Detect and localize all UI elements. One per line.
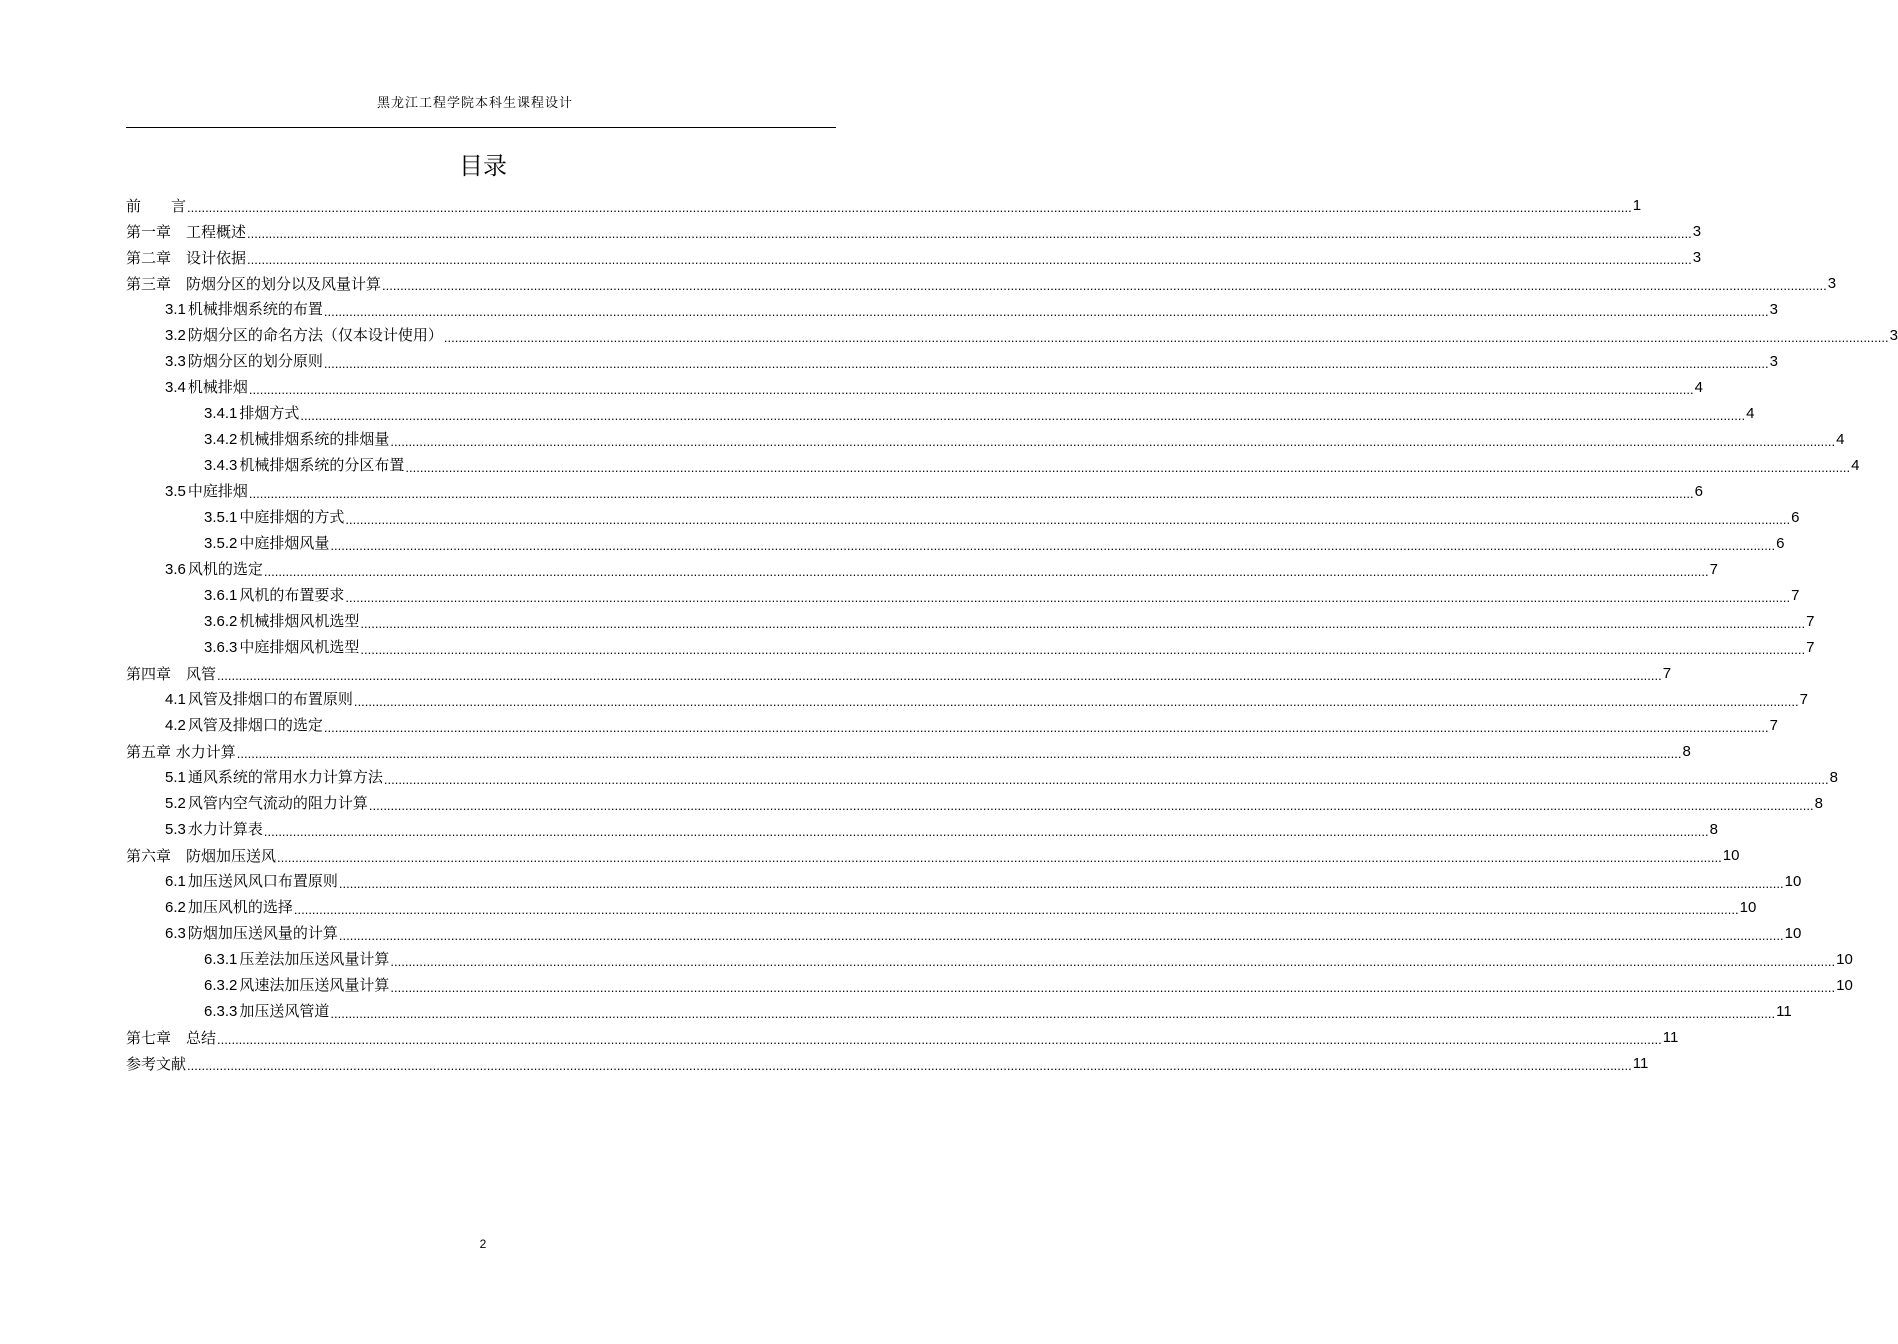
toc-title: 目录 (459, 152, 507, 180)
toc-entry-page: 8 (1814, 795, 1823, 812)
toc-entry-label: 风管及排烟口的布置原则 (187, 690, 353, 708)
toc-entry-page: 7 (1806, 613, 1815, 630)
toc-entry-label: 中庭排烟风机选型 (239, 638, 360, 656)
toc-entry[interactable] (126, 973, 1853, 999)
toc-dot-leader: ................................................................................................................................................................................................................................................................................................................................................................................................................ (330, 1006, 1776, 1021)
toc-entry-title (126, 1025, 216, 1051)
toc-dot-leader: ................................................................................................................................................................................................................................................................................................................................................................................................................ (382, 278, 1827, 293)
toc-entry-label: 中庭排烟的方式 (239, 508, 345, 526)
toc-entry-title (204, 998, 329, 1025)
toc-entry-page: 6 (1791, 509, 1800, 526)
toc-entry-title (204, 530, 329, 557)
toc-entry[interactable] (126, 375, 1703, 401)
toc-dot-leader: ................................................................................................................................................................................................................................................................................................................................................................................................................ (247, 252, 1692, 267)
page-header-title: 黑龙江工程学院本科生课程设计 (376, 96, 573, 111)
toc-entry-page: 6 (1776, 535, 1785, 552)
toc-entry[interactable] (126, 999, 1792, 1025)
toc-entry-label: 机械排烟风机选型 (239, 612, 360, 630)
toc-dot-leader: ................................................................................................................................................................................................................................................................................................................................................................................................................ (263, 564, 1709, 579)
toc-entry-label: 防烟分区的命名方法（仅本设计使用） (187, 326, 443, 344)
toc-entry-label: 风机的选定 (187, 560, 263, 578)
toc-dot-leader: ................................................................................................................................................................................................................................................................................................................................................................................................................ (323, 304, 1769, 319)
toc-entry-page: 3 (1692, 249, 1702, 266)
toc-entry-number: 5.3 (165, 821, 186, 838)
toc-dot-leader: ................................................................................................................................................................................................................................................................................................................................................................................................................ (217, 668, 1662, 683)
toc-dot-leader: ................................................................................................................................................................................................................................................................................................................................................................................................................ (323, 356, 1769, 371)
toc-entry-page: 10 (1722, 847, 1740, 864)
toc-entry-title (126, 245, 246, 271)
toc-entry-title (126, 739, 236, 765)
toc-entry[interactable] (126, 479, 1703, 505)
toc-entry-label: 前 言 (126, 197, 187, 215)
toc-entry-label: 排烟方式 (239, 404, 300, 422)
toc-entry[interactable] (126, 557, 1718, 583)
toc-entry-number: 3.4.1 (204, 405, 238, 422)
toc-entry-title (165, 556, 263, 583)
toc-entry-number: 3.6.3 (204, 639, 238, 656)
toc-entry-label: 压差法加压送风量计算 (239, 950, 390, 968)
toc-dot-leader: ................................................................................................................................................................................................................................................................................................................................................................................................................ (300, 408, 1746, 423)
toc-dot-leader: ................................................................................................................................................................................................................................................................................................................................................................................................................ (360, 616, 1806, 631)
toc-entry-title (165, 790, 368, 817)
toc-entry-title (165, 374, 248, 401)
toc-entry[interactable] (126, 843, 1740, 869)
toc-entry-page: 3 (1692, 223, 1702, 240)
toc-entry-page: 10 (1836, 951, 1853, 968)
toc-entry-title (204, 972, 389, 999)
toc-entry-page: 7 (1769, 717, 1778, 734)
toc-dot-leader: ................................................................................................................................................................................................................................................................................................................................................................................................................ (338, 928, 1784, 943)
toc-entry-page: 10 (1784, 925, 1802, 942)
toc-entry-label: 第六章 防烟加压送风 (126, 847, 277, 865)
toc-dot-leader: ................................................................................................................................................................................................................................................................................................................................................................................................................ (248, 486, 1694, 501)
toc-entry-label: 机械排烟系统的分区布置 (239, 456, 405, 474)
toc-entry[interactable] (126, 583, 1800, 609)
toc-entry-label: 机械排烟系统的排烟量 (239, 430, 390, 448)
toc-dot-leader: ................................................................................................................................................................................................................................................................................................................................................................................................................ (277, 850, 1722, 865)
toc-dot-leader: ................................................................................................................................................................................................................................................................................................................................................................................................................ (236, 746, 1682, 761)
toc-entry-label: 防烟加压送风量的计算 (187, 924, 338, 942)
toc-entry-title (165, 348, 323, 375)
toc-dot-leader: ................................................................................................................................................................................................................................................................................................................................................................................................................ (338, 876, 1784, 891)
toc-dot-leader: ................................................................................................................................................................................................................................................................................................................................................................................................................ (187, 200, 1632, 215)
toc-entry-label: 风管内空气流动的阻力计算 (187, 794, 368, 812)
toc-entry-title (126, 843, 276, 869)
toc-entry-title (204, 452, 404, 479)
toc-entry-label: 加压风机的选择 (187, 898, 293, 916)
toc-entry-title (126, 271, 381, 297)
toc-entry-page: 10 (1739, 899, 1757, 916)
toc-dot-leader: ................................................................................................................................................................................................................................................................................................................................................................................................................ (368, 798, 1814, 813)
toc-dot-leader: ................................................................................................................................................................................................................................................................................................................................................................................................................ (390, 954, 1836, 969)
toc-entry-label: 通风系统的常用水力计算方法 (187, 768, 383, 786)
toc-entry-number: 6.2 (165, 899, 186, 916)
toc-entry-title (126, 1051, 186, 1077)
toc-entry-page: 8 (1709, 821, 1718, 838)
toc-entry-page: 3 (1827, 275, 1837, 292)
toc-entry-number: 6.3.2 (204, 977, 238, 994)
toc-entry[interactable] (126, 765, 1838, 791)
toc-entry[interactable] (126, 635, 1815, 661)
toc-entry-label: 机械排烟 (187, 378, 248, 396)
toc-entry-label: 水力计算表 (187, 820, 263, 838)
toc-entry-page: 11 (1632, 1055, 1649, 1072)
toc-entry-page: 3 (1889, 327, 1898, 344)
toc-entry-label: 第七章 总结 (126, 1029, 217, 1047)
toc-entry-title (204, 400, 299, 427)
toc-entry[interactable] (126, 895, 1757, 921)
toc-entry-title (165, 920, 338, 947)
toc-entry[interactable] (126, 869, 1802, 895)
toc-entry[interactable] (126, 739, 1691, 765)
toc-entry-label: 机械排烟系统的布置 (187, 300, 323, 318)
toc-dot-leader: ................................................................................................................................................................................................................................................................................................................................................................................................................ (443, 330, 1889, 345)
toc-entry-label: 风速法加压送风量计算 (239, 976, 390, 994)
toc-entry-label: 第二章 设计依据 (126, 249, 247, 267)
toc-dot-leader: ................................................................................................................................................................................................................................................................................................................................................................................................................ (353, 694, 1799, 709)
table-of-contents (126, 193, 1898, 1077)
toc-entry-title (165, 712, 323, 739)
toc-entry-title (165, 296, 323, 323)
toc-entry-title (165, 686, 353, 713)
toc-entry-number: 3.6.1 (204, 587, 238, 604)
toc-entry[interactable] (126, 401, 1755, 427)
toc-entry-number: 3.5 (165, 483, 186, 500)
toc-dot-leader: ................................................................................................................................................................................................................................................................................................................................................................................................................ (323, 720, 1769, 735)
toc-entry-label: 第四章 风管 (126, 665, 217, 683)
toc-entry-page: 4 (1746, 405, 1755, 422)
toc-entry-page: 8 (1829, 769, 1838, 786)
toc-dot-leader: ................................................................................................................................................................................................................................................................................................................................................................................................................ (187, 1058, 1632, 1073)
toc-entry[interactable] (126, 245, 1702, 271)
toc-entry-page: 6 (1694, 483, 1703, 500)
toc-entry[interactable] (126, 817, 1718, 843)
toc-entry[interactable] (126, 1051, 1649, 1077)
toc-entry-title (204, 634, 359, 661)
toc-entry-number: 3.6 (165, 561, 186, 578)
toc-dot-leader: ................................................................................................................................................................................................................................................................................................................................................................................................................ (247, 226, 1692, 241)
toc-entry-label: 风管及排烟口的选定 (187, 716, 323, 734)
toc-entry-title (126, 661, 216, 687)
toc-entry-label: 第三章 防烟分区的划分以及风量计算 (126, 275, 382, 293)
toc-entry-page: 10 (1784, 873, 1802, 890)
toc-entry[interactable] (126, 219, 1702, 245)
toc-entry[interactable] (126, 1025, 1679, 1051)
toc-entry-page: 7 (1799, 691, 1808, 708)
toc-entry-number: 4.1 (165, 691, 186, 708)
toc-entry-number: 3.6.2 (204, 613, 238, 630)
toc-dot-leader: ................................................................................................................................................................................................................................................................................................................................................................................................................ (390, 980, 1836, 995)
toc-entry-number: 6.3 (165, 925, 186, 942)
toc-entry-number: 3.4.2 (204, 431, 238, 448)
toc-entry[interactable] (126, 271, 1837, 297)
toc-entry-number: 4.2 (165, 717, 186, 734)
toc-dot-leader: ................................................................................................................................................................................................................................................................................................................................................................................................................ (360, 642, 1806, 657)
toc-entry[interactable] (126, 193, 1642, 219)
toc-entry-title (165, 816, 263, 843)
toc-entry-number: 3.5.1 (204, 509, 238, 526)
toc-entry-number: 3.5.2 (204, 535, 238, 552)
toc-entry-label: 第一章 工程概述 (126, 223, 247, 241)
toc-entry-title (204, 946, 389, 973)
toc-dot-leader: ................................................................................................................................................................................................................................................................................................................................................................................................................ (390, 434, 1836, 449)
toc-entry-label: 中庭排烟风量 (239, 534, 330, 552)
toc-entry[interactable] (126, 453, 1860, 479)
toc-entry-title (204, 426, 389, 453)
toc-entry[interactable] (126, 713, 1778, 739)
toc-entry-page: 4 (1851, 457, 1860, 474)
toc-entry-label: 中庭排烟 (187, 482, 248, 500)
toc-entry-page: 11 (1776, 1003, 1792, 1020)
toc-entry[interactable] (126, 505, 1800, 531)
toc-entry-number: 3.4.3 (204, 457, 238, 474)
toc-entry-title (204, 504, 344, 531)
toc-entry[interactable] (126, 687, 1808, 713)
toc-entry[interactable] (126, 427, 1845, 453)
toc-entry-page: 4 (1694, 379, 1703, 396)
toc-entry-title (165, 322, 443, 349)
toc-entry-title (204, 582, 344, 609)
toc-entry-number: 6.3.1 (204, 951, 238, 968)
toc-entry-number: 5.1 (165, 769, 186, 786)
toc-entry-label: 加压送风风口布置原则 (187, 872, 338, 890)
toc-entry-page: 4 (1836, 431, 1845, 448)
toc-entry-page: 10 (1836, 977, 1853, 994)
toc-entry-number: 3.4 (165, 379, 186, 396)
toc-entry[interactable] (126, 323, 1898, 349)
toc-dot-leader: ................................................................................................................................................................................................................................................................................................................................................................................................................ (263, 824, 1709, 839)
toc-entry[interactable] (126, 947, 1853, 973)
toc-dot-leader: ................................................................................................................................................................................................................................................................................................................................................................................................................ (345, 590, 1791, 605)
toc-entry-page: 8 (1682, 743, 1691, 760)
toc-entry-number: 6.3.3 (204, 1003, 238, 1020)
toc-entry[interactable] (126, 609, 1815, 635)
toc-entry[interactable] (126, 349, 1778, 375)
toc-entry-label: 加压送风管道 (239, 1002, 330, 1020)
toc-entry-label: 第五章 水力计算 (126, 743, 236, 761)
toc-entry[interactable] (126, 791, 1823, 817)
toc-dot-leader: ................................................................................................................................................................................................................................................................................................................................................................................................................ (217, 1032, 1662, 1047)
toc-entry-page: 3 (1769, 353, 1778, 370)
toc-entry-number: 6.1 (165, 873, 186, 890)
toc-entry-title (126, 219, 246, 245)
toc-entry-number: 3.3 (165, 353, 186, 370)
page-number: 2 (479, 1237, 487, 1251)
toc-entry-page: 3 (1769, 301, 1778, 318)
toc-entry[interactable] (126, 661, 1672, 687)
toc-entry-page: 7 (1806, 639, 1815, 656)
toc-dot-leader: ................................................................................................................................................................................................................................................................................................................................................................................................................ (248, 382, 1694, 397)
toc-dot-leader: ................................................................................................................................................................................................................................................................................................................................................................................................................ (405, 460, 1851, 475)
toc-dot-leader: ................................................................................................................................................................................................................................................................................................................................................................................................................ (345, 512, 1791, 527)
toc-entry-title (126, 193, 186, 219)
toc-entry-title (165, 478, 248, 505)
toc-entry-page: 7 (1791, 587, 1800, 604)
toc-entry[interactable] (126, 531, 1785, 557)
toc-entry-label: 防烟分区的划分原则 (187, 352, 323, 370)
header-divider (126, 127, 836, 128)
toc-entry-page: 11 (1662, 1029, 1679, 1046)
toc-dot-leader: ................................................................................................................................................................................................................................................................................................................................................................................................................ (293, 902, 1739, 917)
toc-entry[interactable] (126, 297, 1778, 323)
toc-entry-title (165, 894, 293, 921)
toc-entry-page: 7 (1709, 561, 1718, 578)
toc-entry-title (165, 868, 338, 895)
toc-entry-page: 1 (1632, 197, 1642, 214)
toc-entry-page: 7 (1662, 665, 1672, 682)
toc-entry-number: 3.2 (165, 327, 186, 344)
toc-entry-title (165, 764, 383, 791)
toc-entry-number: 5.2 (165, 795, 186, 812)
toc-entry-label: 风机的布置要求 (239, 586, 345, 604)
toc-entry-title (204, 608, 359, 635)
toc-dot-leader: ................................................................................................................................................................................................................................................................................................................................................................................................................ (330, 538, 1776, 553)
toc-entry[interactable] (126, 921, 1802, 947)
toc-entry-number: 3.1 (165, 301, 186, 318)
toc-entry-label: 参考文献 (126, 1055, 187, 1073)
toc-dot-leader: ................................................................................................................................................................................................................................................................................................................................................................................................................ (383, 772, 1829, 787)
